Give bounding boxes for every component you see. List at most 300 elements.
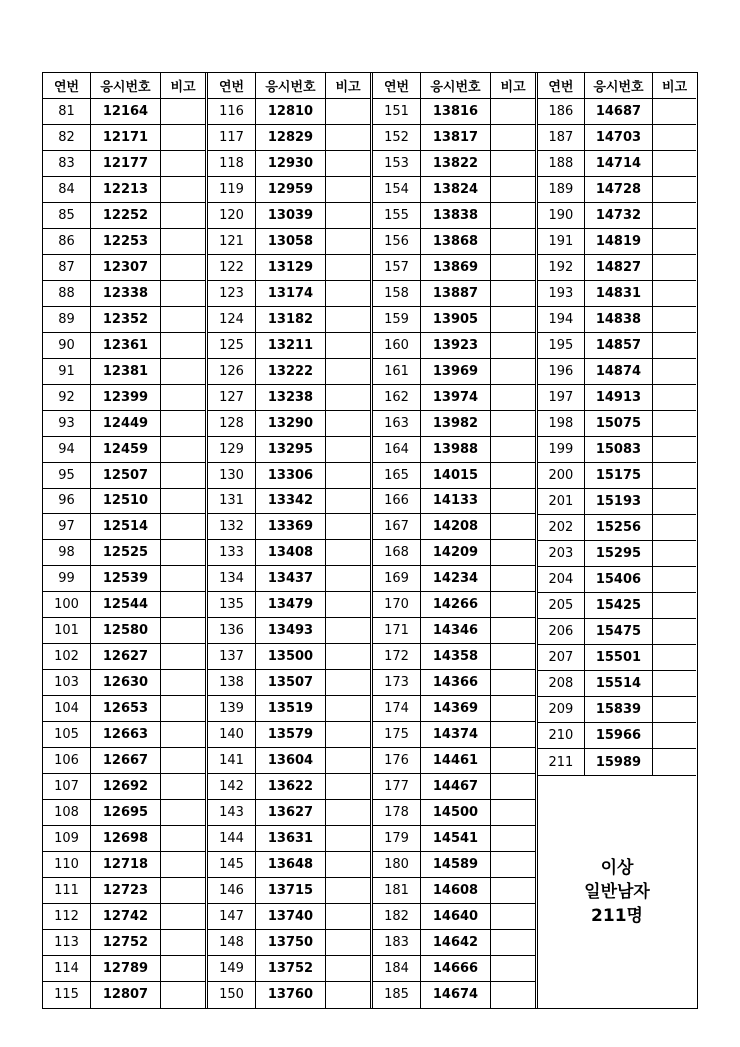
table-row — [43, 670, 205, 696]
remarks-cell — [326, 826, 370, 851]
table-row — [538, 151, 696, 177]
table-row — [373, 255, 535, 281]
remarks-cell — [326, 852, 370, 877]
table-row — [538, 255, 696, 281]
remarks-cell — [161, 748, 205, 773]
remarks-cell — [653, 411, 696, 436]
remarks-cell — [491, 281, 535, 306]
remarks-cell — [326, 489, 370, 514]
seq-cell: 127 — [208, 385, 256, 410]
seq-cell: 112 — [43, 904, 91, 929]
applicant-number-cell: 13822 — [421, 151, 491, 176]
table-row — [373, 826, 535, 852]
applicant-number-cell: 12544 — [91, 592, 161, 617]
seq-cell: 145 — [208, 852, 256, 877]
table-row — [538, 723, 696, 749]
remarks-cell — [161, 904, 205, 929]
applicant-number-cell: 12459 — [91, 437, 161, 462]
applicant-number-cell: 12449 — [91, 411, 161, 436]
seq-cell: 136 — [208, 618, 256, 643]
remarks-cell — [491, 852, 535, 877]
remarks-cell — [653, 515, 696, 540]
remarks-cell — [326, 592, 370, 617]
table-column-group-2 — [205, 73, 370, 1008]
applicant-number-cell: 15514 — [585, 671, 653, 696]
seq-cell: 192 — [538, 255, 585, 280]
applicant-number-cell: 14467 — [421, 774, 491, 799]
seq-cell: 171 — [373, 618, 421, 643]
seq-cell: 210 — [538, 723, 585, 748]
applicant-number-cell: 14831 — [585, 281, 653, 306]
table-row — [208, 125, 370, 151]
table-row — [208, 333, 370, 359]
remarks-cell — [161, 203, 205, 228]
table-row — [208, 411, 370, 437]
remarks-cell — [491, 956, 535, 981]
remarks-cell — [161, 800, 205, 825]
remarks-cell — [161, 670, 205, 695]
seq-cell: 126 — [208, 359, 256, 384]
applicant-number-cell: 13982 — [421, 411, 491, 436]
table-row — [538, 541, 696, 567]
seq-cell: 114 — [43, 956, 91, 981]
seq-cell: 115 — [43, 982, 91, 1008]
applicant-number-cell: 14209 — [421, 540, 491, 565]
applicant-number-cell: 12789 — [91, 956, 161, 981]
seq-cell: 189 — [538, 177, 585, 202]
seq-cell: 90 — [43, 333, 91, 358]
table-row — [538, 385, 696, 411]
applicant-number-cell: 13500 — [256, 644, 326, 669]
table-row — [43, 411, 205, 437]
applicant-number-cell: 13648 — [256, 852, 326, 877]
applicant-number-cell: 12698 — [91, 826, 161, 851]
remarks-cell — [326, 99, 370, 124]
table-row — [43, 514, 205, 540]
header-remarks: 비고 — [662, 80, 688, 95]
remarks-cell — [161, 125, 205, 150]
remarks-cell — [491, 411, 535, 436]
seq-cell: 84 — [43, 177, 91, 202]
seq-cell: 169 — [373, 566, 421, 591]
seq-cell: 167 — [373, 514, 421, 539]
applicant-number-cell: 12539 — [91, 566, 161, 591]
seq-cell: 123 — [208, 281, 256, 306]
applicant-number-cell: 14500 — [421, 800, 491, 825]
seq-cell: 131 — [208, 489, 256, 514]
seq-cell: 95 — [43, 463, 91, 488]
remarks-cell — [653, 359, 696, 384]
seq-cell: 168 — [373, 540, 421, 565]
table-row — [373, 437, 535, 463]
seq-cell: 209 — [538, 697, 585, 722]
seq-cell: 179 — [373, 826, 421, 851]
remarks-cell — [326, 956, 370, 981]
table-row — [208, 800, 370, 826]
applicant-number-cell: 13342 — [256, 489, 326, 514]
remarks-cell — [326, 930, 370, 955]
seq-cell: 177 — [373, 774, 421, 799]
table-row — [373, 722, 535, 748]
remarks-cell — [491, 722, 535, 747]
header-seq: 연번 — [373, 73, 421, 98]
table-row — [373, 177, 535, 203]
header-row — [538, 73, 696, 99]
applicant-number-cell: 13824 — [421, 177, 491, 202]
remarks-cell — [491, 774, 535, 799]
table-row — [538, 463, 696, 489]
applicant-number-cell: 12399 — [91, 385, 161, 410]
header-seq: 연번 — [538, 73, 585, 98]
remarks-cell — [326, 514, 370, 539]
table-row — [373, 878, 535, 904]
applicant-number-cell: 13868 — [421, 229, 491, 254]
table-row — [43, 359, 205, 385]
seq-cell: 124 — [208, 307, 256, 332]
remarks-cell — [326, 177, 370, 202]
applicant-number-cell: 13306 — [256, 463, 326, 488]
table-row — [43, 385, 205, 411]
table-row — [43, 878, 205, 904]
table-row — [538, 333, 696, 359]
applicant-number-cell: 12213 — [91, 177, 161, 202]
seq-cell: 130 — [208, 463, 256, 488]
seq-cell: 186 — [538, 99, 585, 124]
remarks-cell — [491, 229, 535, 254]
header-remarks: 비고 — [500, 79, 526, 95]
remarks-cell — [161, 437, 205, 462]
seq-cell: 122 — [208, 255, 256, 280]
remarks-cell — [161, 540, 205, 565]
applicant-number-cell: 13816 — [421, 99, 491, 124]
seq-cell: 191 — [538, 229, 585, 254]
table-row — [43, 540, 205, 566]
table-row — [208, 177, 370, 203]
seq-cell: 190 — [538, 203, 585, 228]
header-number: 응시번호 — [91, 73, 161, 98]
applicant-number-cell: 12653 — [91, 696, 161, 721]
remarks-cell — [326, 774, 370, 799]
applicant-number-cell: 14346 — [421, 618, 491, 643]
seq-cell: 81 — [43, 99, 91, 124]
remarks-cell — [491, 566, 535, 591]
table-row — [373, 385, 535, 411]
table-row — [538, 697, 696, 723]
seq-cell: 157 — [373, 255, 421, 280]
applicant-number-cell: 13627 — [256, 800, 326, 825]
applicant-number-cell: 15256 — [585, 515, 653, 540]
header-row — [43, 73, 205, 99]
seq-cell: 83 — [43, 151, 91, 176]
remarks-cell — [491, 489, 535, 514]
remarks-cell — [491, 359, 535, 384]
applicant-number-cell: 13479 — [256, 592, 326, 617]
applicant-number-cell: 12510 — [91, 489, 161, 514]
table-row — [208, 463, 370, 489]
seq-cell: 154 — [373, 177, 421, 202]
remarks-cell — [491, 644, 535, 669]
table-row — [373, 203, 535, 229]
applicant-number-cell: 13969 — [421, 359, 491, 384]
seq-cell: 159 — [373, 307, 421, 332]
seq-cell: 128 — [208, 411, 256, 436]
remarks-cell — [491, 125, 535, 150]
table-row — [43, 125, 205, 151]
seq-cell: 178 — [373, 800, 421, 825]
applicant-number-cell: 13058 — [256, 229, 326, 254]
remarks-cell — [161, 696, 205, 721]
seq-cell: 102 — [43, 644, 91, 669]
remarks-cell — [491, 151, 535, 176]
header-row — [373, 73, 535, 99]
table-row — [43, 644, 205, 670]
table-row — [373, 489, 535, 515]
remarks-cell — [161, 229, 205, 254]
table-row — [373, 904, 535, 930]
seq-cell: 193 — [538, 281, 585, 306]
applicant-number-cell: 12829 — [256, 125, 326, 150]
table-row — [538, 281, 696, 307]
seq-cell: 147 — [208, 904, 256, 929]
remarks-cell — [161, 281, 205, 306]
remarks-cell — [491, 385, 535, 410]
applicant-number-cell: 14674 — [421, 982, 491, 1008]
seq-cell: 134 — [208, 566, 256, 591]
remarks-cell — [653, 593, 696, 618]
seq-cell: 150 — [208, 982, 256, 1008]
seq-cell: 94 — [43, 437, 91, 462]
remarks-cell — [161, 307, 205, 332]
table-row — [538, 437, 696, 463]
remarks-cell — [491, 982, 535, 1008]
header-seq: 연번 — [208, 73, 256, 98]
seq-cell: 156 — [373, 229, 421, 254]
seq-cell: 204 — [538, 567, 585, 592]
seq-cell: 105 — [43, 722, 91, 747]
seq-cell: 121 — [208, 229, 256, 254]
remarks-cell — [491, 696, 535, 721]
table-row — [373, 774, 535, 800]
table-row — [43, 982, 205, 1008]
table-row — [43, 618, 205, 644]
remarks-cell — [491, 514, 535, 539]
applicant-number-cell: 12253 — [91, 229, 161, 254]
seq-cell: 108 — [43, 800, 91, 825]
seq-cell: 155 — [373, 203, 421, 228]
table-row — [373, 930, 535, 956]
seq-cell: 161 — [373, 359, 421, 384]
remarks-cell — [326, 307, 370, 332]
table-row — [373, 99, 535, 125]
table-row — [43, 229, 205, 255]
remarks-cell — [326, 800, 370, 825]
seq-cell: 164 — [373, 437, 421, 462]
applicant-number-cell: 12752 — [91, 930, 161, 955]
seq-cell: 176 — [373, 748, 421, 773]
applicant-number-cell: 12525 — [91, 540, 161, 565]
table-row — [43, 930, 205, 956]
remarks-cell — [161, 852, 205, 877]
seq-cell: 89 — [43, 307, 91, 332]
summary-box — [538, 775, 696, 1008]
remarks-cell — [326, 670, 370, 695]
applicant-number-cell: 13750 — [256, 930, 326, 955]
table-column-group-1 — [43, 73, 205, 1008]
remarks-cell — [653, 203, 696, 228]
table-column-group-4-rows — [538, 73, 696, 775]
table-row — [373, 463, 535, 489]
remarks-cell — [653, 645, 696, 670]
remarks-cell — [161, 411, 205, 436]
applicant-number-cell: 15175 — [585, 463, 653, 488]
applicant-number-cell: 12718 — [91, 852, 161, 877]
remarks-cell — [653, 723, 696, 748]
seq-cell: 198 — [538, 411, 585, 436]
applicant-number-cell: 13369 — [256, 514, 326, 539]
applicant-number-cell: 13211 — [256, 333, 326, 358]
applicant-number-cell: 14666 — [421, 956, 491, 981]
seq-cell: 211 — [538, 749, 585, 775]
table-row — [538, 645, 696, 671]
remarks-cell — [491, 177, 535, 202]
header-seq: 연번 — [43, 73, 91, 98]
seq-cell: 117 — [208, 125, 256, 150]
table-row — [373, 151, 535, 177]
seq-cell: 86 — [43, 229, 91, 254]
remarks-cell — [161, 514, 205, 539]
remarks-cell — [326, 385, 370, 410]
remarks-cell — [326, 125, 370, 150]
applicant-number-cell: 13923 — [421, 333, 491, 358]
seq-cell: 137 — [208, 644, 256, 669]
seq-cell: 200 — [538, 463, 585, 488]
seq-cell: 132 — [208, 514, 256, 539]
table-row — [373, 566, 535, 592]
table-row — [43, 177, 205, 203]
applicant-number-cell: 13752 — [256, 956, 326, 981]
seq-cell: 88 — [43, 281, 91, 306]
remarks-cell — [326, 151, 370, 176]
seq-cell: 133 — [208, 540, 256, 565]
remarks-cell — [653, 125, 696, 150]
applicant-number-cell: 12171 — [91, 125, 161, 150]
applicant-number-cell: 12630 — [91, 670, 161, 695]
seq-cell: 140 — [208, 722, 256, 747]
applicant-number-table — [42, 72, 698, 1009]
remarks-cell — [161, 930, 205, 955]
table-row — [43, 255, 205, 281]
applicant-number-cell: 12692 — [91, 774, 161, 799]
remarks-cell — [161, 385, 205, 410]
applicant-number-cell: 12507 — [91, 463, 161, 488]
applicant-number-cell: 15501 — [585, 645, 653, 670]
seq-cell: 165 — [373, 463, 421, 488]
remarks-cell — [161, 644, 205, 669]
table-row — [373, 800, 535, 826]
applicant-number-cell: 15839 — [585, 697, 653, 722]
seq-cell: 96 — [43, 489, 91, 514]
seq-cell: 120 — [208, 203, 256, 228]
table-row — [208, 696, 370, 722]
applicant-number-cell: 15966 — [585, 723, 653, 748]
table-row — [373, 514, 535, 540]
seq-cell: 151 — [373, 99, 421, 124]
seq-cell: 100 — [43, 592, 91, 617]
seq-cell: 143 — [208, 800, 256, 825]
table-row — [538, 359, 696, 385]
remarks-cell — [161, 99, 205, 124]
remarks-cell — [653, 619, 696, 644]
seq-cell: 111 — [43, 878, 91, 903]
seq-cell: 110 — [43, 852, 91, 877]
seq-cell: 197 — [538, 385, 585, 410]
applicant-number-cell: 15425 — [585, 593, 653, 618]
remarks-cell — [161, 774, 205, 799]
seq-cell: 148 — [208, 930, 256, 955]
seq-cell: 146 — [208, 878, 256, 903]
applicant-number-cell: 14461 — [421, 748, 491, 773]
applicant-number-cell: 15193 — [585, 489, 653, 514]
remarks-cell — [653, 255, 696, 280]
table-row — [43, 99, 205, 125]
table-row — [43, 333, 205, 359]
header-number: 응시번호 — [421, 73, 491, 98]
remarks-cell — [491, 670, 535, 695]
applicant-number-cell: 12352 — [91, 307, 161, 332]
remarks-cell — [491, 618, 535, 643]
remarks-cell — [653, 177, 696, 202]
applicant-number-cell: 13437 — [256, 566, 326, 591]
applicant-number-cell: 13408 — [256, 540, 326, 565]
summary-line-1: 이상 — [600, 858, 634, 878]
applicant-number-cell: 13238 — [256, 385, 326, 410]
seq-cell: 182 — [373, 904, 421, 929]
header-number: 응시번호 — [585, 73, 653, 98]
remarks-cell — [161, 255, 205, 280]
table-row — [43, 437, 205, 463]
applicant-number-cell: 15406 — [585, 567, 653, 592]
seq-cell: 92 — [43, 385, 91, 410]
table-row — [208, 99, 370, 125]
table-row — [208, 489, 370, 515]
seq-cell: 153 — [373, 151, 421, 176]
seq-cell: 98 — [43, 540, 91, 565]
seq-cell: 142 — [208, 774, 256, 799]
remarks-cell — [326, 333, 370, 358]
remarks-cell — [653, 463, 696, 488]
remarks-cell — [491, 826, 535, 851]
table-row — [373, 618, 535, 644]
table-row — [208, 437, 370, 463]
applicant-number-cell: 14366 — [421, 670, 491, 695]
applicant-number-cell: 12307 — [91, 255, 161, 280]
summary-line-3: 211명 — [591, 906, 643, 926]
remarks-cell — [653, 437, 696, 462]
applicant-number-cell: 14589 — [421, 852, 491, 877]
table-row — [373, 281, 535, 307]
table-row — [208, 904, 370, 930]
table-row — [43, 151, 205, 177]
seq-cell: 208 — [538, 671, 585, 696]
table-row — [538, 203, 696, 229]
table-row — [208, 878, 370, 904]
seq-cell: 125 — [208, 333, 256, 358]
table-row — [43, 800, 205, 826]
remarks-cell — [491, 748, 535, 773]
table-row — [538, 177, 696, 203]
remarks-cell — [161, 566, 205, 591]
seq-cell: 152 — [373, 125, 421, 150]
